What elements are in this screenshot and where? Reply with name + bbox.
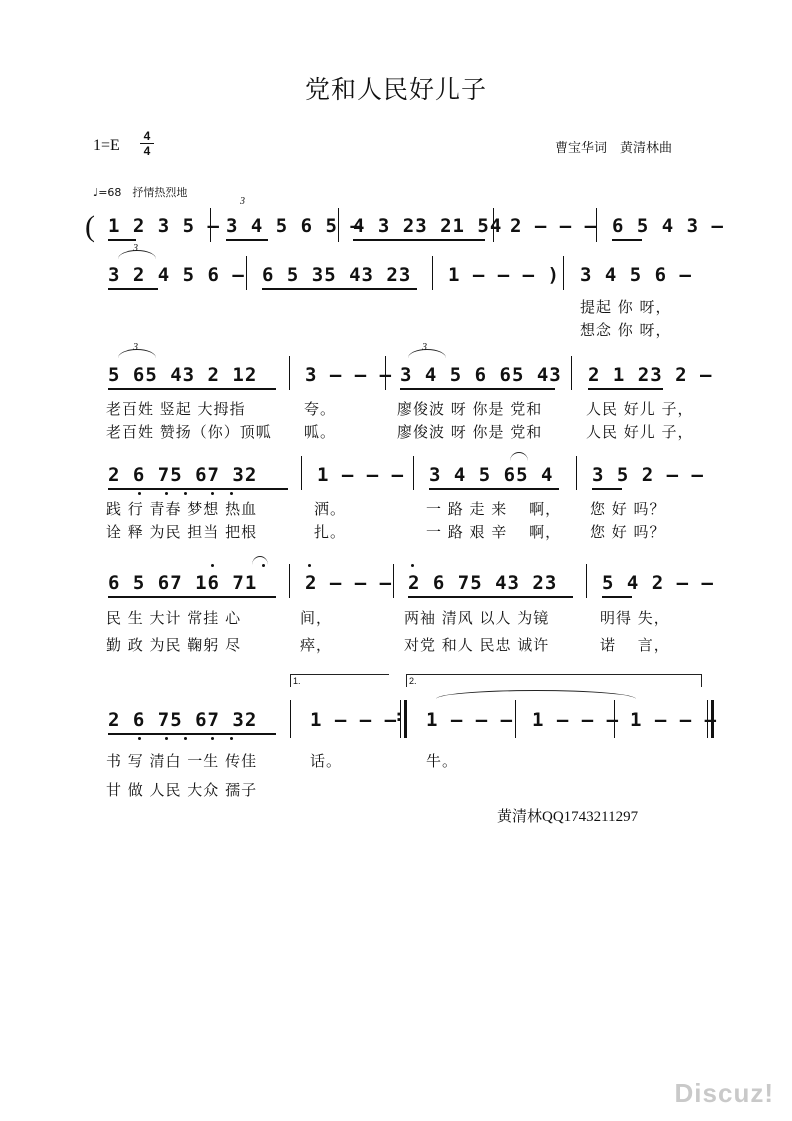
tie bbox=[436, 690, 636, 699]
lyric: 洒。 bbox=[314, 500, 347, 518]
barline bbox=[413, 456, 414, 490]
author-signature: 黄清林QQ1743211297 bbox=[497, 809, 639, 825]
lyric: 一 路 艰 辛 啊， bbox=[426, 523, 562, 541]
lyric: 人民 好儿 子， bbox=[586, 423, 694, 441]
lyric: 甘 做 人民 大众 孺子 bbox=[106, 781, 258, 799]
measure: 1 – – – bbox=[630, 709, 718, 731]
barline bbox=[576, 456, 577, 490]
barline bbox=[614, 700, 615, 738]
measure: 3 4 5 6 5 – bbox=[226, 215, 363, 237]
lyric: 一 路 走 来 啊， bbox=[426, 500, 562, 518]
volta-label-2: 2. bbox=[409, 676, 417, 686]
barline bbox=[210, 208, 211, 242]
low-octave-dot bbox=[184, 492, 187, 495]
measure: 2 – – – bbox=[305, 572, 393, 594]
underline bbox=[108, 288, 158, 290]
barline bbox=[493, 208, 494, 242]
triplet-mark: 3 bbox=[422, 342, 427, 353]
measure: 3 4 5 6 – bbox=[580, 264, 692, 286]
low-octave-dot bbox=[138, 737, 141, 740]
credits: 曹宝华词 黄清林曲 bbox=[555, 141, 673, 156]
low-octave-dot bbox=[165, 737, 168, 740]
repeat-barline-thick bbox=[404, 700, 407, 738]
lyric: 牛。 bbox=[426, 752, 459, 770]
high-octave-dot bbox=[211, 564, 214, 567]
time-signature-top: 4 bbox=[143, 129, 151, 143]
lyric: 践 行 青春 梦想 热血 bbox=[106, 500, 258, 518]
underline bbox=[429, 488, 559, 490]
time-signature bbox=[140, 130, 154, 157]
lyric: 扎。 bbox=[314, 523, 347, 541]
low-octave-dot bbox=[211, 492, 214, 495]
high-octave-dot bbox=[411, 564, 414, 567]
lyric: 民 生 大计 常挂 心 bbox=[106, 609, 242, 627]
measure: 2 6 75 67 32 bbox=[108, 464, 258, 486]
low-octave-dot bbox=[184, 737, 187, 740]
underline bbox=[108, 239, 136, 241]
barline bbox=[393, 564, 394, 598]
underline bbox=[602, 596, 632, 598]
discuz-watermark: Discuz! bbox=[674, 1078, 774, 1108]
barline bbox=[385, 356, 386, 390]
measure: 3 – – – bbox=[305, 364, 393, 386]
lyric: 廖俊波 呀 你是 党和 bbox=[397, 423, 543, 441]
measure: 1 – – – bbox=[532, 709, 620, 731]
low-octave-dot bbox=[165, 492, 168, 495]
underline bbox=[108, 596, 276, 598]
measure: 1 – – – bbox=[317, 464, 405, 486]
barline bbox=[571, 356, 572, 390]
underline bbox=[108, 733, 276, 735]
lyric: 您 好 吗？ bbox=[590, 500, 666, 518]
barline bbox=[515, 700, 516, 738]
low-octave-dot bbox=[211, 737, 214, 740]
measure: 2 6 75 67 32 bbox=[108, 709, 258, 731]
lyric: 老百姓 竖起 大拇指 bbox=[106, 400, 246, 418]
low-octave-dot bbox=[230, 492, 233, 495]
lyric: 夸。 bbox=[304, 400, 337, 418]
lyric: 诺 言， bbox=[600, 636, 670, 654]
barline bbox=[586, 564, 587, 598]
final-barline-thick bbox=[711, 700, 714, 738]
lyric-line-2: 想念 你 呀， bbox=[580, 321, 672, 339]
lyric: 瘁， bbox=[300, 636, 333, 654]
barline bbox=[290, 700, 291, 738]
key-signature: 1=E bbox=[93, 137, 120, 154]
barline bbox=[301, 456, 302, 490]
volta-bracket-2 bbox=[406, 674, 702, 687]
measure: 1 – – – bbox=[426, 709, 514, 731]
lyric: 书 写 清白 一生 传佳 bbox=[106, 752, 258, 770]
low-octave-dot bbox=[138, 492, 141, 495]
measure: 5 4 2 – – bbox=[602, 572, 714, 594]
final-barline bbox=[707, 700, 708, 738]
lyric: 诠 释 为民 担当 把根 bbox=[106, 523, 258, 541]
lyric: 呱。 bbox=[304, 423, 337, 441]
measure: 6 5 35 43 23 bbox=[262, 264, 412, 286]
lyric: 对党 和人 民忠 诚许 bbox=[404, 636, 550, 654]
measure: 2 1 23 2 – bbox=[588, 364, 713, 386]
underline bbox=[262, 288, 417, 290]
triplet-mark: 3 bbox=[133, 243, 138, 254]
underline bbox=[592, 488, 622, 490]
lyric: 两袖 清风 以人 为镜 bbox=[404, 609, 550, 627]
triplet-mark: 3 bbox=[133, 342, 138, 353]
measure: 6 5 4 3 – bbox=[612, 215, 724, 237]
underline bbox=[400, 388, 555, 390]
measure: 1 – – – ) bbox=[448, 264, 560, 286]
barline bbox=[289, 356, 290, 390]
measure: 6 5 67 16 71 bbox=[108, 572, 258, 594]
barline bbox=[432, 256, 433, 290]
barline bbox=[246, 256, 247, 290]
open-paren: ( bbox=[85, 210, 95, 243]
high-octave-dot bbox=[262, 564, 265, 567]
underline bbox=[612, 239, 642, 241]
barline bbox=[289, 564, 290, 598]
slur bbox=[408, 349, 446, 358]
measure: 5 65 43 2 12 bbox=[108, 364, 258, 386]
song-title: 党和人民好儿子 bbox=[304, 75, 487, 104]
underline bbox=[108, 388, 276, 390]
measure: 2 – – – bbox=[510, 215, 598, 237]
repeat-barline bbox=[400, 700, 401, 738]
underline bbox=[408, 596, 573, 598]
lyric: 人民 好儿 子， bbox=[586, 400, 694, 418]
underline bbox=[226, 239, 268, 241]
measure: 3 2 4 5 6 – bbox=[108, 264, 245, 286]
barline bbox=[563, 256, 564, 290]
triplet-mark: 3 bbox=[240, 196, 245, 207]
measure: 3 4 5 6 65 43 bbox=[400, 364, 562, 386]
volta-label-1: 1. bbox=[293, 676, 301, 686]
low-octave-dot bbox=[230, 737, 233, 740]
underline bbox=[353, 239, 485, 241]
lyric: 您 好 吗？ bbox=[590, 523, 666, 541]
time-signature-bottom: 4 bbox=[143, 144, 151, 158]
lyric-line-1: 提起 你 呀， bbox=[580, 298, 672, 316]
underline bbox=[588, 388, 663, 390]
lyric: 老百姓 赞扬（你）顶呱 bbox=[106, 423, 272, 441]
measure: 3 4 5 65 4 bbox=[429, 464, 554, 486]
volta-bracket-1 bbox=[290, 674, 389, 687]
barline bbox=[596, 208, 597, 242]
lyric: 明得 失， bbox=[600, 609, 670, 627]
measure: 1 2 3 5 – bbox=[108, 215, 220, 237]
measure: 2 6 75 43 23 bbox=[408, 572, 558, 594]
lyric: 廖俊波 呀 你是 党和 bbox=[397, 400, 543, 418]
measure: 1 – – – bbox=[310, 709, 398, 731]
slur bbox=[510, 452, 528, 461]
lyric: 间， bbox=[300, 609, 333, 627]
tempo-marking: ♩=68 抒情热烈地 bbox=[93, 186, 188, 199]
measure: 3 5 2 – – bbox=[592, 464, 704, 486]
measure: 4 3 23 21 54 bbox=[353, 215, 503, 237]
lyric: 勤 政 为民 鞠躬 尽 bbox=[106, 636, 242, 654]
lyric: 话。 bbox=[310, 752, 343, 770]
repeat-dots: : bbox=[394, 706, 405, 725]
barline bbox=[338, 208, 339, 242]
slur bbox=[252, 556, 268, 565]
underline bbox=[108, 488, 288, 490]
high-octave-dot bbox=[308, 564, 311, 567]
